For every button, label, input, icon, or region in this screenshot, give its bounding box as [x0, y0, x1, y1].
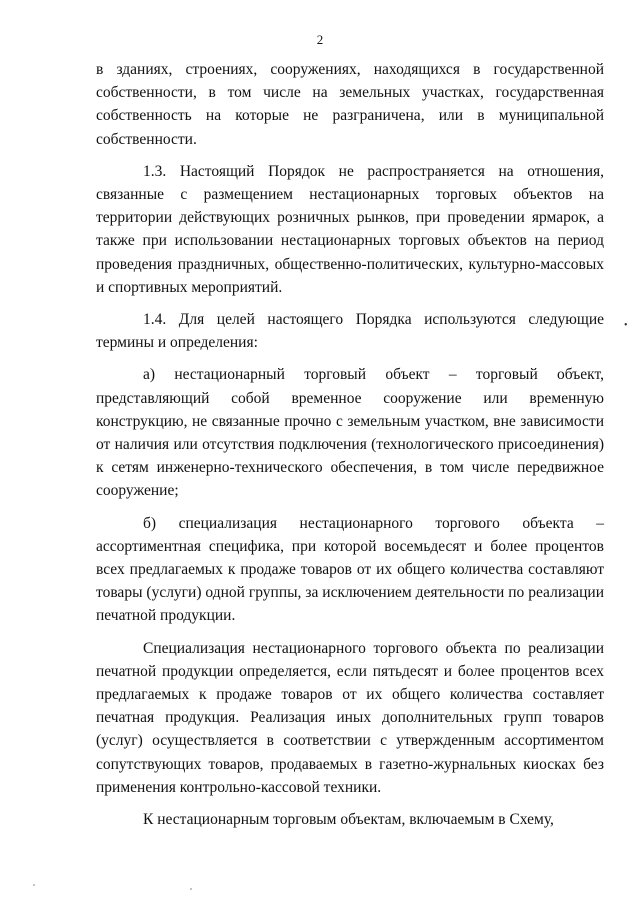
- scan-speck: [190, 888, 192, 890]
- margin-mark: •: [624, 320, 628, 331]
- paragraph-continuation: в зданиях, строениях, сооружениях, находящихся в государственной собственности, в том числе на земельных участках, государственная собственность на которые не разграничена, или в муниципальной собственности.: [96, 61, 604, 148]
- paragraph-specialization-print: Специализация нестационарного торгового объекта по реализации печатной продукции определяется, если пятьдесят и более процентов всех предлагаемых к продаже товаров от их общего количества составляет печатная продукция. Реализация иных дополнительных групп товаров (услуг) осуществляется в соответствии с утвержденным ассортиментом сопутствующих товаров, продаваемых в газетно-журнальных киосках без применения контрольно-кассовой техники.: [96, 639, 604, 796]
- document-body: [96, 58, 604, 840]
- paragraph-1-3: 1.3. Настоящий Порядок не распространяется на отношения, связанные с размещением нестационарных торговых объектов на территории действующих розничных рынков, при проведении ярмарок, а также при использовании нестационарных торговых объектов на период проведения праздничных, общественно-политических, культурно-массовых и спортивных мероприятий.: [96, 162, 604, 296]
- page-number: 2: [316, 32, 324, 47]
- paragraph-definition-b: б) специализация нестационарного торгового объекта – ассортиментная специфика, при которой восемьдесят и более процентов всех предлагаемых к продаже товаров от их общего количества составляют товары (услуги) одной группы, за исключением деятельности по реализации печатной продукции.: [96, 514, 604, 625]
- scan-speck: [33, 884, 35, 886]
- paragraph-1-4: 1.4. Для целей настоящего Порядка используются следующие термины и определения:: [96, 311, 604, 352]
- paragraph-definition-a: а) нестационарный торговый объект – торговый объект, представляющий собой временное сооружение или временную конструкцию, не связанные прочно с земельным участком, вне зависимости от наличия или отсутствия подключения (технологического присоединения) к сетям инженерно-технического обеспечения, в том числе передвижное сооружение;: [96, 366, 604, 500]
- paragraph-scheme-objects: К нестационарным торговым объектам, включаемым в Схему,: [143, 811, 554, 829]
